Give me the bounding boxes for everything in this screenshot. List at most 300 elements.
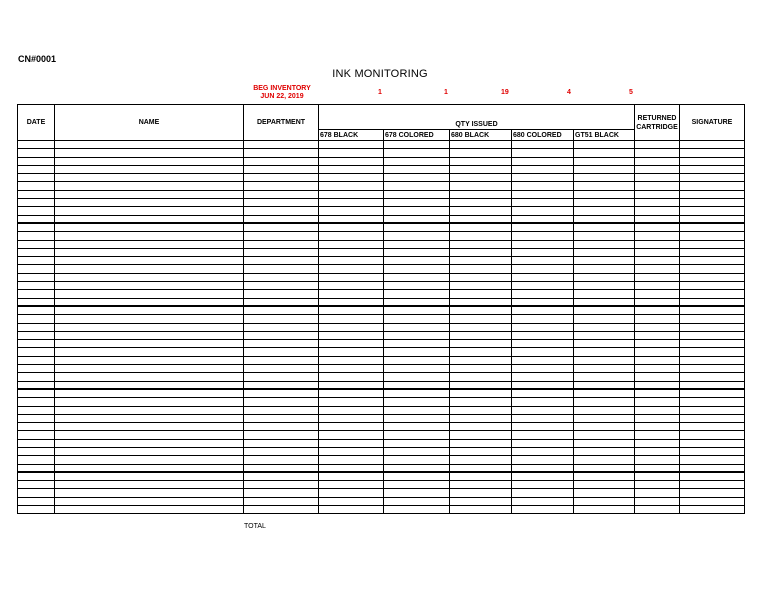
cell-qty-gt51-black[interactable] [574,157,635,165]
cell-date[interactable] [18,257,55,265]
cell-returned[interactable] [635,223,680,231]
cell-qty-gt51-black[interactable] [574,265,635,273]
cell-date[interactable] [18,340,55,348]
cell-qty-680-colored[interactable] [512,232,574,240]
cell-qty-678-colored[interactable] [384,306,450,314]
cell-name[interactable] [55,290,244,298]
cell-signature[interactable] [680,257,745,265]
cell-department[interactable] [244,290,319,298]
cell-qty-680-black[interactable] [450,340,512,348]
cell-returned[interactable] [635,215,680,223]
cell-department[interactable] [244,431,319,439]
cell-name[interactable] [55,489,244,497]
cell-qty-gt51-black[interactable] [574,306,635,314]
cell-qty-gt51-black[interactable] [574,365,635,373]
cell-qty-678-black[interactable] [319,481,384,489]
cell-qty-680-colored[interactable] [512,331,574,339]
cell-qty-678-colored[interactable] [384,381,450,389]
cell-qty-680-black[interactable] [450,257,512,265]
cell-name[interactable] [55,356,244,364]
cell-signature[interactable] [680,497,745,505]
cell-name[interactable] [55,223,244,231]
cell-qty-680-colored[interactable] [512,447,574,455]
cell-returned[interactable] [635,141,680,149]
cell-returned[interactable] [635,398,680,406]
cell-name[interactable] [55,306,244,314]
cell-name[interactable] [55,232,244,240]
cell-signature[interactable] [680,290,745,298]
cell-department[interactable] [244,190,319,198]
cell-qty-680-colored[interactable] [512,472,574,480]
cell-qty-680-colored[interactable] [512,389,574,397]
cell-date[interactable] [18,373,55,381]
cell-date[interactable] [18,481,55,489]
cell-returned[interactable] [635,431,680,439]
cell-qty-680-colored[interactable] [512,298,574,306]
cell-qty-gt51-black[interactable] [574,215,635,223]
cell-qty-680-black[interactable] [450,481,512,489]
cell-returned[interactable] [635,348,680,356]
cell-qty-678-colored[interactable] [384,423,450,431]
cell-name[interactable] [55,340,244,348]
cell-date[interactable] [18,447,55,455]
cell-signature[interactable] [680,248,745,256]
cell-returned[interactable] [635,414,680,422]
cell-qty-678-colored[interactable] [384,149,450,157]
cell-qty-678-black[interactable] [319,423,384,431]
cell-department[interactable] [244,315,319,323]
cell-date[interactable] [18,506,55,514]
cell-returned[interactable] [635,157,680,165]
cell-qty-680-colored[interactable] [512,141,574,149]
cell-returned[interactable] [635,248,680,256]
cell-qty-678-black[interactable] [319,290,384,298]
cell-qty-680-black[interactable] [450,174,512,182]
cell-qty-678-colored[interactable] [384,456,450,464]
cell-signature[interactable] [680,273,745,281]
cell-qty-gt51-black[interactable] [574,381,635,389]
cell-date[interactable] [18,365,55,373]
cell-returned[interactable] [635,389,680,397]
cell-signature[interactable] [680,232,745,240]
cell-signature[interactable] [680,223,745,231]
cell-signature[interactable] [680,282,745,290]
cell-qty-gt51-black[interactable] [574,340,635,348]
cell-qty-678-black[interactable] [319,398,384,406]
cell-name[interactable] [55,331,244,339]
cell-signature[interactable] [680,182,745,190]
cell-signature[interactable] [680,472,745,480]
cell-qty-678-colored[interactable] [384,506,450,514]
cell-department[interactable] [244,207,319,215]
cell-date[interactable] [18,207,55,215]
cell-returned[interactable] [635,406,680,414]
cell-qty-680-colored[interactable] [512,199,574,207]
cell-qty-680-black[interactable] [450,232,512,240]
cell-qty-678-black[interactable] [319,240,384,248]
cell-qty-gt51-black[interactable] [574,497,635,505]
cell-date[interactable] [18,406,55,414]
cell-name[interactable] [55,464,244,472]
cell-qty-678-colored[interactable] [384,431,450,439]
cell-qty-678-colored[interactable] [384,315,450,323]
cell-qty-678-black[interactable] [319,456,384,464]
cell-qty-680-colored[interactable] [512,381,574,389]
cell-qty-678-black[interactable] [319,157,384,165]
cell-department[interactable] [244,373,319,381]
cell-returned[interactable] [635,497,680,505]
cell-department[interactable] [244,182,319,190]
cell-department[interactable] [244,199,319,207]
cell-date[interactable] [18,141,55,149]
cell-qty-680-colored[interactable] [512,282,574,290]
cell-qty-680-black[interactable] [450,365,512,373]
cell-qty-680-colored[interactable] [512,365,574,373]
cell-name[interactable] [55,497,244,505]
cell-date[interactable] [18,323,55,331]
cell-qty-678-colored[interactable] [384,174,450,182]
cell-name[interactable] [55,398,244,406]
cell-qty-678-colored[interactable] [384,340,450,348]
cell-returned[interactable] [635,298,680,306]
cell-qty-680-colored[interactable] [512,165,574,173]
cell-name[interactable] [55,182,244,190]
cell-date[interactable] [18,489,55,497]
cell-qty-gt51-black[interactable] [574,315,635,323]
cell-signature[interactable] [680,464,745,472]
cell-returned[interactable] [635,464,680,472]
cell-qty-678-black[interactable] [319,489,384,497]
cell-date[interactable] [18,190,55,198]
cell-qty-680-black[interactable] [450,223,512,231]
cell-qty-gt51-black[interactable] [574,282,635,290]
cell-signature[interactable] [680,207,745,215]
cell-department[interactable] [244,506,319,514]
cell-name[interactable] [55,282,244,290]
cell-qty-gt51-black[interactable] [574,290,635,298]
cell-signature[interactable] [680,481,745,489]
cell-qty-680-black[interactable] [450,215,512,223]
cell-signature[interactable] [680,265,745,273]
cell-signature[interactable] [680,331,745,339]
cell-qty-gt51-black[interactable] [574,348,635,356]
cell-name[interactable] [55,348,244,356]
cell-qty-gt51-black[interactable] [574,149,635,157]
cell-signature[interactable] [680,431,745,439]
cell-qty-678-colored[interactable] [384,141,450,149]
cell-qty-680-colored[interactable] [512,398,574,406]
cell-department[interactable] [244,398,319,406]
cell-qty-gt51-black[interactable] [574,207,635,215]
cell-qty-678-black[interactable] [319,439,384,447]
cell-qty-678-colored[interactable] [384,215,450,223]
cell-qty-678-black[interactable] [319,315,384,323]
cell-returned[interactable] [635,174,680,182]
cell-department[interactable] [244,381,319,389]
cell-date[interactable] [18,389,55,397]
cell-qty-680-black[interactable] [450,265,512,273]
cell-department[interactable] [244,265,319,273]
cell-department[interactable] [244,406,319,414]
cell-qty-gt51-black[interactable] [574,257,635,265]
cell-signature[interactable] [680,414,745,422]
cell-returned[interactable] [635,323,680,331]
cell-qty-gt51-black[interactable] [574,240,635,248]
cell-returned[interactable] [635,472,680,480]
cell-qty-678-black[interactable] [319,414,384,422]
cell-qty-gt51-black[interactable] [574,248,635,256]
cell-qty-gt51-black[interactable] [574,232,635,240]
cell-department[interactable] [244,414,319,422]
cell-name[interactable] [55,165,244,173]
cell-name[interactable] [55,381,244,389]
cell-signature[interactable] [680,423,745,431]
cell-date[interactable] [18,423,55,431]
cell-name[interactable] [55,141,244,149]
cell-qty-680-colored[interactable] [512,423,574,431]
cell-qty-680-colored[interactable] [512,456,574,464]
cell-name[interactable] [55,481,244,489]
cell-date[interactable] [18,315,55,323]
cell-qty-678-black[interactable] [319,257,384,265]
cell-qty-678-colored[interactable] [384,232,450,240]
cell-qty-678-black[interactable] [319,497,384,505]
cell-qty-gt51-black[interactable] [574,423,635,431]
cell-qty-gt51-black[interactable] [574,174,635,182]
cell-signature[interactable] [680,298,745,306]
cell-name[interactable] [55,199,244,207]
cell-qty-678-black[interactable] [319,323,384,331]
cell-name[interactable] [55,431,244,439]
cell-department[interactable] [244,356,319,364]
cell-qty-680-colored[interactable] [512,439,574,447]
cell-department[interactable] [244,149,319,157]
cell-name[interactable] [55,423,244,431]
cell-qty-678-colored[interactable] [384,323,450,331]
cell-qty-680-black[interactable] [450,199,512,207]
cell-date[interactable] [18,199,55,207]
cell-qty-678-black[interactable] [319,232,384,240]
cell-signature[interactable] [680,199,745,207]
cell-qty-gt51-black[interactable] [574,456,635,464]
cell-department[interactable] [244,348,319,356]
cell-date[interactable] [18,306,55,314]
cell-qty-678-black[interactable] [319,215,384,223]
cell-date[interactable] [18,248,55,256]
cell-qty-680-colored[interactable] [512,356,574,364]
cell-department[interactable] [244,365,319,373]
cell-returned[interactable] [635,306,680,314]
cell-qty-678-colored[interactable] [384,240,450,248]
cell-qty-678-colored[interactable] [384,223,450,231]
cell-qty-680-black[interactable] [450,331,512,339]
cell-returned[interactable] [635,373,680,381]
cell-signature[interactable] [680,149,745,157]
cell-date[interactable] [18,348,55,356]
cell-date[interactable] [18,398,55,406]
cell-department[interactable] [244,472,319,480]
cell-qty-680-black[interactable] [450,290,512,298]
cell-qty-678-colored[interactable] [384,414,450,422]
cell-date[interactable] [18,431,55,439]
cell-department[interactable] [244,340,319,348]
cell-qty-gt51-black[interactable] [574,356,635,364]
cell-department[interactable] [244,141,319,149]
cell-qty-678-black[interactable] [319,141,384,149]
cell-qty-680-colored[interactable] [512,190,574,198]
cell-qty-gt51-black[interactable] [574,414,635,422]
cell-qty-680-black[interactable] [450,323,512,331]
cell-name[interactable] [55,373,244,381]
cell-department[interactable] [244,464,319,472]
cell-qty-680-colored[interactable] [512,373,574,381]
cell-qty-678-black[interactable] [319,273,384,281]
cell-date[interactable] [18,157,55,165]
cell-returned[interactable] [635,282,680,290]
cell-date[interactable] [18,298,55,306]
cell-date[interactable] [18,331,55,339]
cell-qty-678-black[interactable] [319,356,384,364]
cell-name[interactable] [55,315,244,323]
cell-returned[interactable] [635,331,680,339]
cell-qty-678-colored[interactable] [384,257,450,265]
cell-qty-678-colored[interactable] [384,447,450,455]
cell-name[interactable] [55,157,244,165]
cell-qty-680-black[interactable] [450,506,512,514]
cell-qty-680-black[interactable] [450,489,512,497]
cell-name[interactable] [55,414,244,422]
cell-qty-678-black[interactable] [319,406,384,414]
cell-qty-680-black[interactable] [450,149,512,157]
cell-qty-680-colored[interactable] [512,306,574,314]
cell-qty-680-black[interactable] [450,456,512,464]
cell-signature[interactable] [680,447,745,455]
cell-qty-680-colored[interactable] [512,340,574,348]
cell-returned[interactable] [635,381,680,389]
cell-returned[interactable] [635,290,680,298]
cell-qty-678-black[interactable] [319,306,384,314]
cell-qty-gt51-black[interactable] [574,190,635,198]
cell-qty-678-black[interactable] [319,506,384,514]
cell-qty-gt51-black[interactable] [574,439,635,447]
cell-returned[interactable] [635,190,680,198]
cell-name[interactable] [55,506,244,514]
cell-signature[interactable] [680,323,745,331]
cell-date[interactable] [18,472,55,480]
cell-qty-678-colored[interactable] [384,489,450,497]
cell-signature[interactable] [680,356,745,364]
cell-qty-678-colored[interactable] [384,290,450,298]
cell-qty-678-colored[interactable] [384,472,450,480]
cell-qty-678-black[interactable] [319,464,384,472]
cell-returned[interactable] [635,273,680,281]
cell-qty-680-black[interactable] [450,240,512,248]
cell-qty-680-colored[interactable] [512,489,574,497]
cell-qty-678-colored[interactable] [384,398,450,406]
cell-name[interactable] [55,406,244,414]
cell-qty-678-black[interactable] [319,447,384,455]
cell-qty-680-black[interactable] [450,439,512,447]
cell-signature[interactable] [680,406,745,414]
cell-date[interactable] [18,290,55,298]
cell-name[interactable] [55,174,244,182]
cell-returned[interactable] [635,240,680,248]
cell-qty-680-black[interactable] [450,306,512,314]
cell-qty-gt51-black[interactable] [574,273,635,281]
cell-qty-680-colored[interactable] [512,481,574,489]
cell-qty-gt51-black[interactable] [574,141,635,149]
cell-signature[interactable] [680,157,745,165]
cell-returned[interactable] [635,489,680,497]
cell-qty-680-colored[interactable] [512,290,574,298]
cell-signature[interactable] [680,306,745,314]
cell-department[interactable] [244,497,319,505]
cell-qty-680-colored[interactable] [512,348,574,356]
cell-returned[interactable] [635,456,680,464]
cell-qty-680-colored[interactable] [512,215,574,223]
cell-qty-678-colored[interactable] [384,282,450,290]
cell-qty-678-black[interactable] [319,282,384,290]
cell-qty-680-black[interactable] [450,157,512,165]
cell-qty-678-black[interactable] [319,265,384,273]
cell-qty-678-black[interactable] [319,348,384,356]
cell-name[interactable] [55,447,244,455]
cell-qty-680-colored[interactable] [512,497,574,505]
cell-name[interactable] [55,207,244,215]
cell-qty-680-colored[interactable] [512,323,574,331]
cell-qty-680-colored[interactable] [512,464,574,472]
cell-qty-678-black[interactable] [319,182,384,190]
cell-qty-gt51-black[interactable] [574,489,635,497]
cell-qty-680-colored[interactable] [512,149,574,157]
cell-returned[interactable] [635,423,680,431]
cell-qty-680-colored[interactable] [512,240,574,248]
cell-signature[interactable] [680,141,745,149]
cell-qty-678-black[interactable] [319,165,384,173]
cell-qty-678-colored[interactable] [384,406,450,414]
cell-name[interactable] [55,240,244,248]
cell-qty-678-colored[interactable] [384,207,450,215]
cell-signature[interactable] [680,215,745,223]
cell-qty-680-black[interactable] [450,207,512,215]
cell-name[interactable] [55,456,244,464]
cell-qty-gt51-black[interactable] [574,472,635,480]
cell-returned[interactable] [635,265,680,273]
cell-qty-678-colored[interactable] [384,373,450,381]
cell-name[interactable] [55,149,244,157]
cell-department[interactable] [244,248,319,256]
cell-qty-680-colored[interactable] [512,174,574,182]
cell-qty-680-black[interactable] [450,423,512,431]
cell-qty-678-colored[interactable] [384,331,450,339]
cell-qty-680-black[interactable] [450,414,512,422]
cell-qty-678-colored[interactable] [384,157,450,165]
cell-qty-680-black[interactable] [450,431,512,439]
cell-qty-gt51-black[interactable] [574,447,635,455]
cell-qty-678-colored[interactable] [384,298,450,306]
cell-date[interactable] [18,273,55,281]
cell-department[interactable] [244,489,319,497]
cell-qty-680-colored[interactable] [512,265,574,273]
cell-qty-680-colored[interactable] [512,182,574,190]
cell-date[interactable] [18,215,55,223]
cell-department[interactable] [244,157,319,165]
cell-returned[interactable] [635,481,680,489]
cell-qty-678-colored[interactable] [384,199,450,207]
cell-qty-678-colored[interactable] [384,365,450,373]
cell-qty-680-black[interactable] [450,447,512,455]
cell-signature[interactable] [680,348,745,356]
